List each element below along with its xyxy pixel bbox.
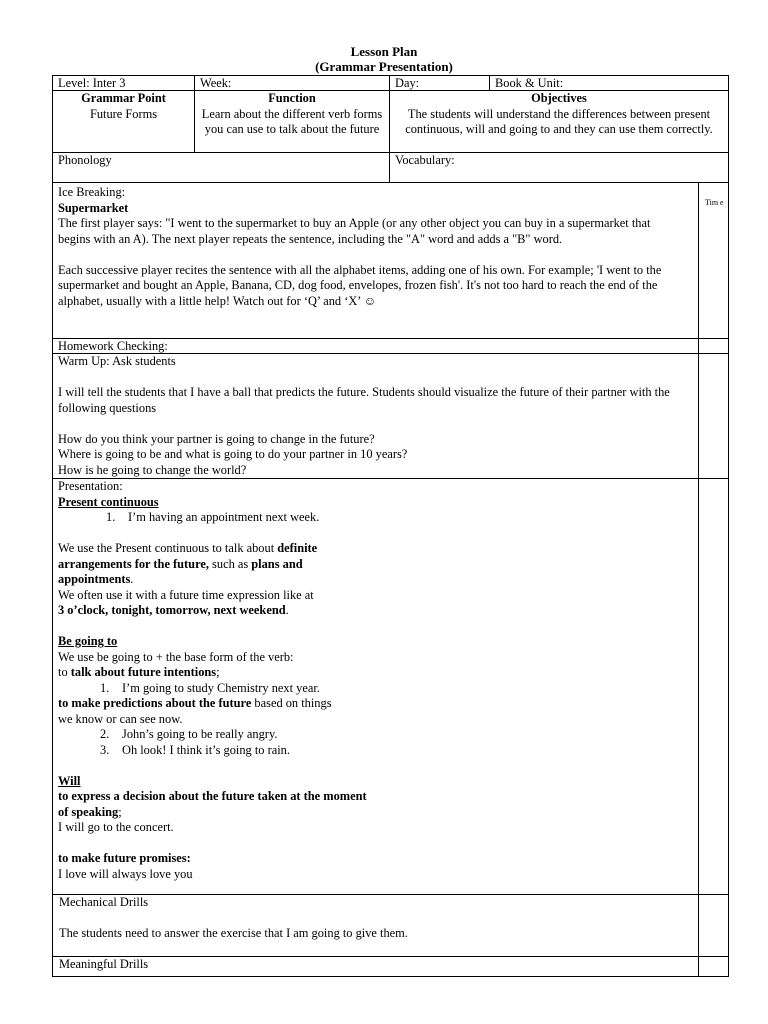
warm-up-row	[53, 354, 729, 479]
bg-predictions: to make predictions about the future based on things we know or can see now.	[58, 696, 332, 726]
will-decision: to express a decision about the future taken at the moment of speaking;	[58, 789, 367, 819]
presentation-label: Presentation:	[58, 479, 123, 493]
day-cell: Day:	[390, 76, 490, 91]
mechanical-label: Mechanical Drills	[59, 895, 149, 909]
warm-up-label: Warm Up: Ask students	[58, 354, 176, 368]
warm-up-intro: I will tell the students that I have a ball that predicts the future. Students should visualize the future of their partner with the following questions	[58, 385, 670, 415]
doc-subtitle: (Grammar Presentation)	[315, 59, 453, 74]
objectives-cell	[390, 91, 729, 153]
homework-time-cell	[699, 339, 729, 354]
will-heading: Will	[58, 773, 81, 788]
warm-up-question-3: How is he going to change the world?	[58, 462, 247, 477]
mechanical-row	[53, 895, 729, 957]
homework-row	[53, 339, 729, 354]
presentation-time-cell	[699, 479, 729, 895]
pc-example	[58, 510, 693, 526]
phonology-cell: Phonology	[53, 153, 390, 183]
lesson-plan-table	[52, 75, 729, 977]
ice-breaking-cell	[53, 183, 699, 339]
week-cell: Week:	[195, 76, 390, 91]
doc-title: Lesson Plan	[350, 44, 418, 59]
time-cell: Tim e	[699, 183, 729, 339]
pc-example-text: I’m having an appointment next week.	[128, 510, 320, 524]
homework-cell: Homework Checking:	[53, 339, 699, 354]
grammar-point-cell	[53, 91, 195, 153]
function-label: Function	[268, 91, 316, 105]
bg-intentions: to talk about future intentions;	[58, 665, 220, 679]
objectives-value: The students will understand the differences between present continuous, will and going to and they can use them correctly.	[405, 106, 713, 136]
ice-breaking-para1: The first player says: "I went to the supermarket to buy an Apple (or any other object you can buy in a supermarket that begins with an A). The next player repeats the sentence, including the "A" word and adds a "B" word.	[58, 216, 651, 246]
function-value: Learn about the different verb forms you can use to talk about the future	[201, 106, 383, 136]
bg-usage: We use be going to + the base form of the verb:	[58, 649, 294, 664]
present-continuous-heading: Present continuous	[58, 494, 159, 509]
warm-up-question-1: How do you think your partner is going to change in the future?	[58, 431, 375, 446]
header-row	[53, 76, 729, 91]
function-cell	[195, 91, 390, 153]
vocabulary-cell: Vocabulary:	[390, 153, 729, 183]
bg-example-2: 2. John’s going to be really angry.	[100, 727, 278, 741]
pc-time-expression: We often use it with a future time expression like at	[58, 587, 314, 602]
will-example-2: I love will always love you	[58, 866, 193, 881]
ice-breaking-label: Ice Breaking:	[58, 185, 126, 199]
be-going-to-heading: Be going to	[58, 634, 118, 648]
objectives-label: Objectives	[531, 91, 587, 105]
meaningful-time-cell	[699, 957, 729, 977]
mechanical-text: The students need to answer the exercise that I am going to give them.	[59, 926, 408, 940]
ice-breaking-row	[53, 183, 729, 339]
pc-example-number: 1.	[106, 510, 116, 524]
mechanical-cell	[53, 895, 699, 957]
book-unit-cell: Book & Unit:	[490, 76, 729, 91]
warm-up-time-cell	[699, 354, 729, 479]
ice-breaking-para2: Each successive player recites the sentence with all the alphabet items, adding one of his own. For example; 'I went to the supermarket and bought an Apple, Banana, CD, dog food, envelopes, frozen fish'. It's not too hard to reach the end of the alphabet, usually with a little help! Watch out for ‘Q’ and ‘X’ ☺	[58, 262, 662, 308]
pc-time-examples: 3 o’clock, tonight, tomorrow, next weekend.	[58, 603, 289, 617]
pc-usage: We use the Present continuous to talk about definite arrangements for the future, such as plans and appointments.	[58, 541, 318, 586]
warm-up-question-2: Where is going to be and what is going to do your partner in 10 years?	[58, 447, 408, 461]
grammar-point-value: Future Forms	[89, 106, 158, 121]
will-example-1: I will go to the concert.	[58, 820, 174, 834]
meaningful-row	[53, 957, 729, 977]
bg-example-1: 1. I’m going to study Chemistry next year.	[100, 680, 320, 695]
overview-row	[53, 91, 729, 153]
phonology-row	[53, 153, 729, 183]
will-promises: to make future promises:	[58, 851, 191, 865]
grammar-point-label: Grammar Point	[81, 91, 166, 105]
bg-example-3: 3. Oh look! I think it’s going to rain.	[100, 742, 290, 757]
level-cell: Level: Inter 3	[53, 76, 195, 91]
ice-breaking-name: Supermarket	[58, 200, 129, 215]
presentation-row	[53, 479, 729, 895]
meaningful-cell: Meaningful Drills	[53, 957, 699, 977]
warm-up-cell	[53, 354, 699, 479]
presentation-cell	[53, 479, 699, 895]
mechanical-time-cell	[699, 895, 729, 957]
